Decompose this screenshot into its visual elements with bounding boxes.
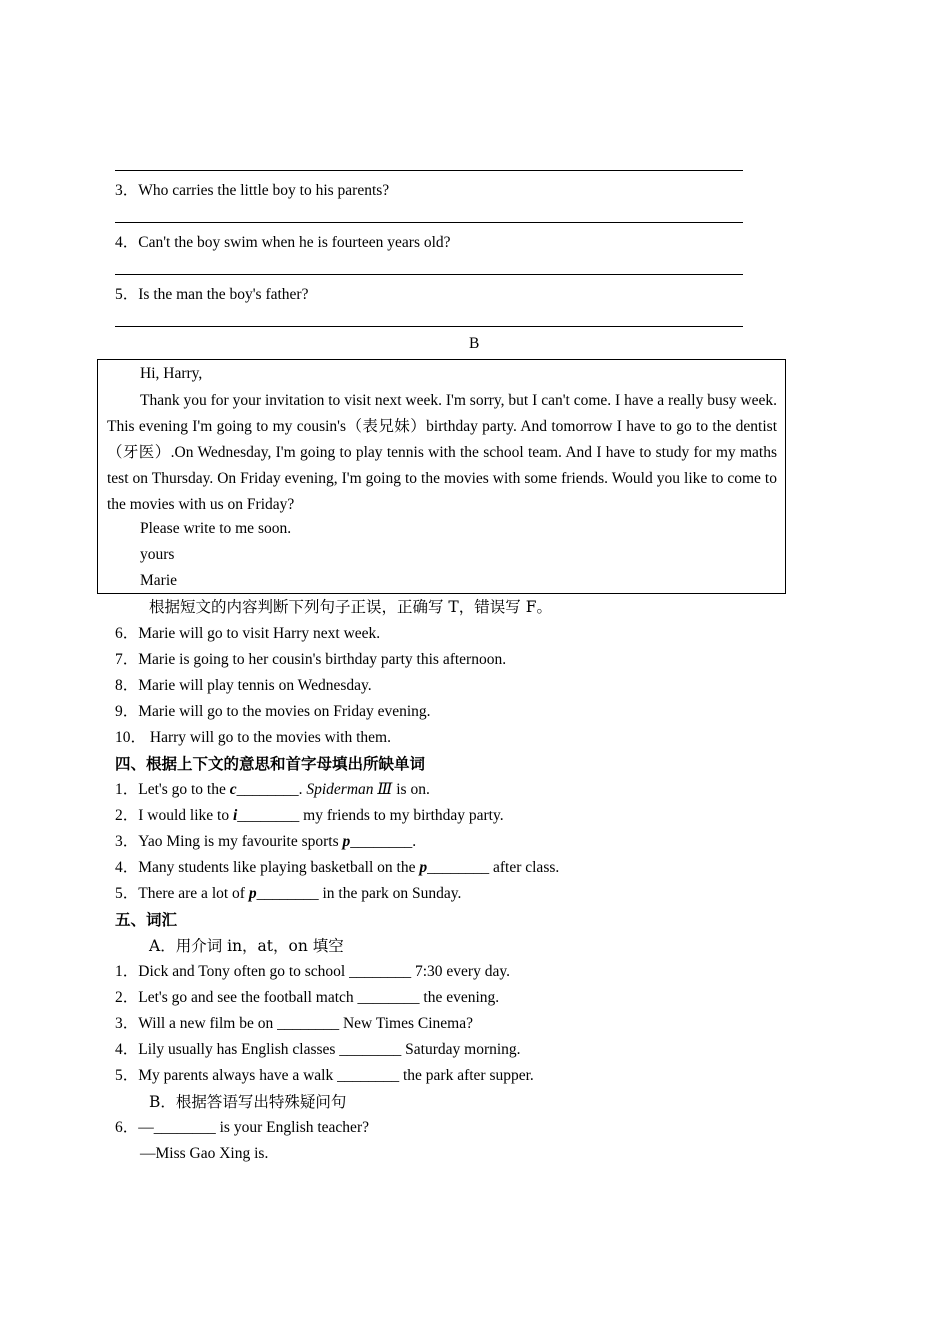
s4-question-1 (115, 780, 430, 800)
s4-q2-post[interactable]: ________ my friends to my birthday party. (237, 807, 504, 824)
tf-item-7: 7．Marie is going to her cousin's birthday party this afternoon. (115, 651, 507, 668)
s4-q3-pre: 3．Yao Ming is my favourite sports (115, 833, 343, 850)
tf-item-9: 9．Marie will go to the movies on Friday evening. (115, 703, 431, 720)
answer-line[interactable] (115, 170, 743, 171)
s4-q1-italic: Spiderman Ⅲ (306, 781, 393, 798)
s4-q1-post: is on. (392, 781, 430, 798)
s4-q4-pre: 4．Many students like playing basketball on the (115, 859, 420, 876)
s5a-item-3[interactable]: 3．Will a new film be on ________ New Times Cinema? (115, 1015, 473, 1032)
question-5: 5．Is the man the boy's father? (115, 286, 309, 303)
answer-line[interactable] (115, 274, 743, 275)
section5-sub-b: B．根据答语写出特殊疑问句 (149, 1093, 347, 1111)
answer-line[interactable] (115, 326, 743, 327)
section4-title: 四、根据上下文的意思和首字母填出所缺单词 (115, 754, 426, 773)
s5a-item-2[interactable]: 2．Let's go and see the football match ________ the evening. (115, 989, 500, 1006)
tf-item-10: 10． Harry will go to the movies with them. (115, 729, 391, 746)
section5-title: 五、词汇 (115, 910, 178, 929)
section5-sub-a: A．用介词 in，at，on 填空 (149, 937, 344, 955)
s4-q4-letter: p (419, 859, 428, 876)
question-4: 4．Can't the boy swim when he is fourteen years old? (115, 234, 451, 251)
s4-q5-letter: p (248, 885, 257, 902)
s4-q1-blank[interactable]: ________. (236, 781, 307, 798)
s4-q5-post[interactable]: ________ in the park on Sunday. (256, 885, 462, 902)
s4-q3-letter: p (342, 833, 351, 850)
s4-q5-pre: 5．There are a lot of (115, 885, 249, 902)
passage-label: B (469, 335, 480, 352)
s4-q1-pre: 1．Let's go to the (115, 781, 230, 798)
answer-line[interactable] (115, 222, 743, 223)
s4-q4-post[interactable]: ________ after class. (427, 859, 560, 876)
s5a-item-1[interactable]: 1．Dick and Tony often go to school ________ 7:30 every day. (115, 963, 510, 980)
s4-question-4 (115, 858, 559, 878)
question-3: 3．Who carries the little boy to his parents? (115, 182, 390, 199)
letter-sign-off: yours (140, 546, 175, 563)
s4-question-2 (115, 806, 504, 826)
s4-question-5 (115, 884, 461, 904)
tf-item-8: 8．Marie will play tennis on Wednesday. (115, 677, 372, 694)
letter-body: Thank you for your invitation to visit next week. I'm sorry, but I can't come. I have a really busy week. This evening I'm going to my cousin's（表兄妹）birthday party. And tomorrow I have to go to the dentist（牙医）.On Wednesday, I'm going to play tennis with the school team. And I have to study for my maths test on Thursday. On Friday evening, I'm going to the movies with some friends. Would you like to come to the movies with us on Friday? (107, 392, 777, 513)
s4-q1-letter: c (229, 781, 237, 798)
s4-question-3 (115, 832, 416, 852)
s5b-answer-6: —Miss Gao Xing is. (140, 1145, 269, 1162)
tf-item-6: 6．Marie will go to visit Harry next week. (115, 625, 381, 642)
letter-greeting: Hi, Harry, (140, 365, 203, 382)
s4-q3-post[interactable]: ________. (350, 833, 417, 850)
s4-q2-letter: i (232, 807, 238, 824)
s5a-item-5[interactable]: 5．My parents always have a walk ________ the park after supper. (115, 1067, 534, 1084)
s5a-item-4[interactable]: 4．Lily usually has English classes ________ Saturday morning. (115, 1041, 521, 1058)
letter-signature: Marie (140, 572, 178, 589)
s5b-question-6[interactable]: 6．—________ is your English teacher? (115, 1119, 369, 1136)
tf-instruction: 根据短文的内容判断下列句子正误，正确写 T，错误写 F。 (149, 598, 552, 616)
letter-closing: Please write to me soon. (140, 520, 292, 537)
s4-q2-pre: 2．I would like to (115, 807, 233, 824)
